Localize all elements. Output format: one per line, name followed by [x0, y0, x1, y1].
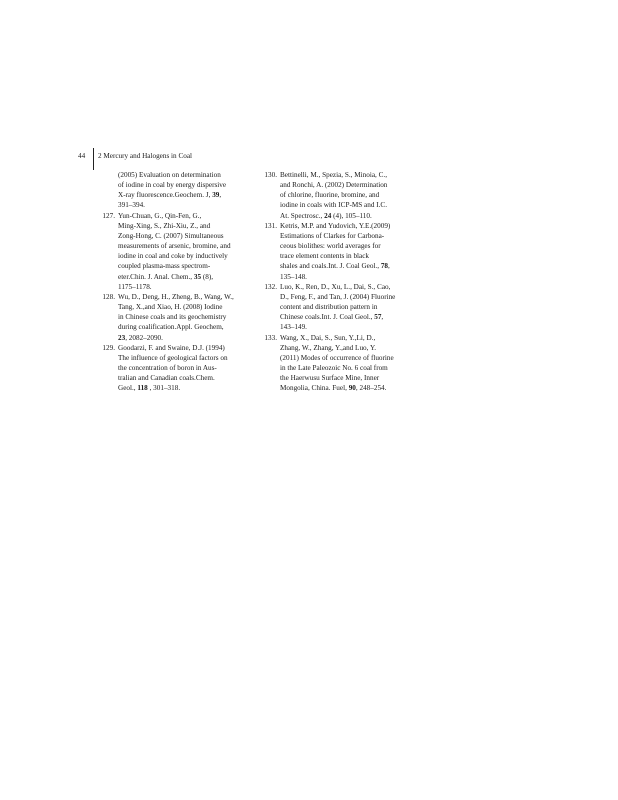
reference-text: Goodarzi, F. and Swaine, D.J. (1994): [118, 343, 225, 352]
reference-line: [118, 272, 256, 282]
reference-line: [280, 343, 418, 353]
reference-line: [118, 282, 256, 292]
reference-number: 130.: [264, 171, 277, 179]
reference-line: [118, 251, 256, 261]
reference-text: Yun-Chuan, G., Qin-Fen, G.,: [118, 211, 202, 220]
reference-text: , 248–254.: [355, 384, 387, 393]
reference-line: [280, 200, 418, 210]
reference-line: [280, 353, 418, 363]
reference-text: shales and coals.Int. J. Coal Geol.,: [280, 262, 381, 271]
reference-text: Bettinelli, M., Spezia, S., Minoia, C.,: [280, 171, 388, 179]
reference-line: [280, 322, 418, 332]
reference-text: ,: [388, 262, 390, 271]
reference-entry: [96, 292, 256, 343]
volume-number: 57: [374, 313, 382, 322]
volume-number: 39: [212, 191, 220, 200]
reference-entry: [258, 333, 418, 394]
reference-entry: [258, 170, 418, 221]
reference-text: and Ronchi, A. (2002) Determination: [280, 181, 388, 190]
volume-number: 90: [348, 384, 356, 393]
reference-entry: [96, 343, 256, 394]
reference-line: [280, 251, 418, 261]
reference-text: of chlorine, fluorine, bromine, and: [280, 191, 380, 200]
reference-line: [118, 221, 256, 231]
reference-line: [280, 221, 418, 231]
reference-number: 131.: [264, 221, 277, 230]
reference-text: trace element contents in black: [280, 252, 370, 261]
reference-text: in Chinese coals and its geochemistry: [118, 313, 227, 322]
reference-line: [118, 261, 256, 271]
volume-number: 24: [324, 211, 332, 220]
reference-text: ,: [381, 313, 384, 322]
reference-text: X-ray fluorescence.Geochem. J,: [118, 191, 213, 200]
reference-line: [280, 292, 418, 302]
reference-text: Mongolia, China. Fuel,: [280, 384, 349, 393]
running-title: 2 Mercury and Halogens in Coal: [98, 152, 193, 160]
reference-text: eter.Chin. J. Anal. Chem.,: [118, 272, 194, 281]
reference-line: [118, 312, 256, 322]
reference-line: [118, 231, 256, 241]
reference-text: Tang, X.,and Xiao, H. (2008) Iodine: [118, 303, 223, 312]
reference-number: 128.: [102, 292, 115, 301]
volume-number: 23: [118, 333, 126, 342]
reference-text: Geol.,: [118, 384, 138, 393]
reference-text: Ming-Xing, S., Zhi-Xiu, Z., and: [118, 221, 211, 230]
reference-text: coupled plasma-mass spectrom-: [118, 262, 211, 271]
reference-line: [118, 302, 256, 312]
header-divider: [93, 148, 94, 170]
reference-number: 133.: [264, 333, 277, 342]
reference-line: [118, 190, 256, 200]
reference-text: ,: [219, 191, 222, 200]
reference-text: the Haerwusu Surface Mine, Inner: [280, 374, 380, 383]
reference-number: 132.: [264, 282, 277, 291]
reference-number: 127.: [102, 211, 115, 220]
reference-text: measurements of arsenic, bromine, and: [118, 242, 231, 251]
reference-text: during coalification.Appl. Geochem,: [118, 323, 224, 332]
reference-line: [118, 353, 256, 363]
reference-text: Wang, X., Dai, S., Sun, Y.,Li, D.,: [280, 333, 376, 342]
reference-line: [280, 170, 418, 180]
reference-text: content and distribution pattern in: [280, 303, 378, 312]
reference-line: [118, 363, 256, 373]
reference-number: 129.: [102, 343, 115, 352]
reference-line: [118, 373, 256, 383]
references-left-column: [96, 170, 256, 393]
reference-line: [280, 272, 418, 282]
reference-line: [280, 333, 418, 343]
reference-entry: [96, 211, 256, 292]
reference-text: D., Feng, F., and Tan, J. (2004) Fluorine: [280, 292, 396, 301]
reference-line: [118, 343, 256, 353]
reference-entry: [258, 221, 418, 282]
reference-text: The influence of geological factors on: [118, 353, 228, 362]
reference-text: Luo, K., Ren, D., Xu, L., Dai, S., Cao,: [280, 282, 391, 291]
reference-text: (2011) Modes of occurrence of fluorine: [280, 353, 394, 362]
reference-line: [118, 292, 256, 302]
reference-line: [280, 180, 418, 190]
reference-text: iodine in coals with ICP-MS and I.C.: [280, 201, 388, 210]
reference-text: in the Late Paleozoic No. 6 coal from: [280, 363, 388, 372]
reference-text: 1175–1178.: [118, 282, 152, 291]
reference-line: [118, 383, 256, 393]
reference-line: [118, 322, 256, 332]
reference-entry: [258, 282, 418, 333]
reference-text: 143–149.: [280, 323, 307, 332]
reference-line: [280, 373, 418, 383]
reference-text: 135–148.: [280, 272, 307, 281]
reference-text: (2005) Evaluation on determination: [118, 171, 221, 179]
reference-text: (8),: [201, 272, 214, 281]
reference-text: Estimations of Clarkes for Carbona-: [280, 231, 385, 240]
reference-line: [280, 231, 418, 241]
reference-text: Wu, D., Deng, H., Zheng, B., Wang, W.,: [118, 292, 234, 301]
reference-text: of iodine in coal by energy dispersive: [118, 181, 227, 190]
volume-number: 35: [193, 272, 202, 281]
reference-line: [280, 241, 418, 251]
reference-line: [280, 383, 418, 393]
reference-line: [280, 312, 418, 322]
reference-line: [280, 282, 418, 292]
reference-text: 391–394.: [118, 201, 145, 210]
reference-text: (4), 105–110.: [331, 211, 372, 220]
reference-line: [118, 211, 256, 221]
reference-line: [118, 241, 256, 251]
reference-text: , 2082–2090.: [125, 333, 163, 342]
reference-line: [118, 180, 256, 190]
reference-line: [280, 302, 418, 312]
reference-text: At. Spectrosc.,: [280, 211, 325, 220]
reference-line: [280, 261, 418, 271]
reference-text: Chinese coals.Int. J. Coal Geol.,: [280, 313, 375, 322]
reference-text: iodine in coal and coke by inductively: [118, 252, 228, 261]
reference-line: [118, 200, 256, 210]
reference-line: [118, 333, 256, 343]
reference-text: Zong-Hong, C. (2007) Simultaneous: [118, 231, 224, 240]
reference-text: the concentration of boron in Aus-: [118, 363, 217, 372]
reference-text: Zhang, W., Zhang, Y.,and Luo, Y.: [280, 343, 377, 352]
page-number: 44: [78, 152, 86, 160]
reference-text: Ketris, M.P. and Yudovich, Y.E.(2009): [280, 221, 391, 230]
reference-line: [280, 190, 418, 200]
references-right-column: [258, 170, 418, 393]
volume-number: 78: [380, 262, 388, 271]
volume-number: 118: [137, 384, 148, 393]
reference-line: [280, 211, 418, 221]
reference-line: [118, 170, 256, 180]
reference-text: tralian and Canadian coals.Chem.: [118, 374, 215, 383]
reference-entry: [96, 170, 256, 211]
reference-text: ceous biolithes: world averages for: [280, 242, 381, 251]
reference-line: [280, 363, 418, 373]
reference-text: , 301–318.: [147, 384, 181, 393]
